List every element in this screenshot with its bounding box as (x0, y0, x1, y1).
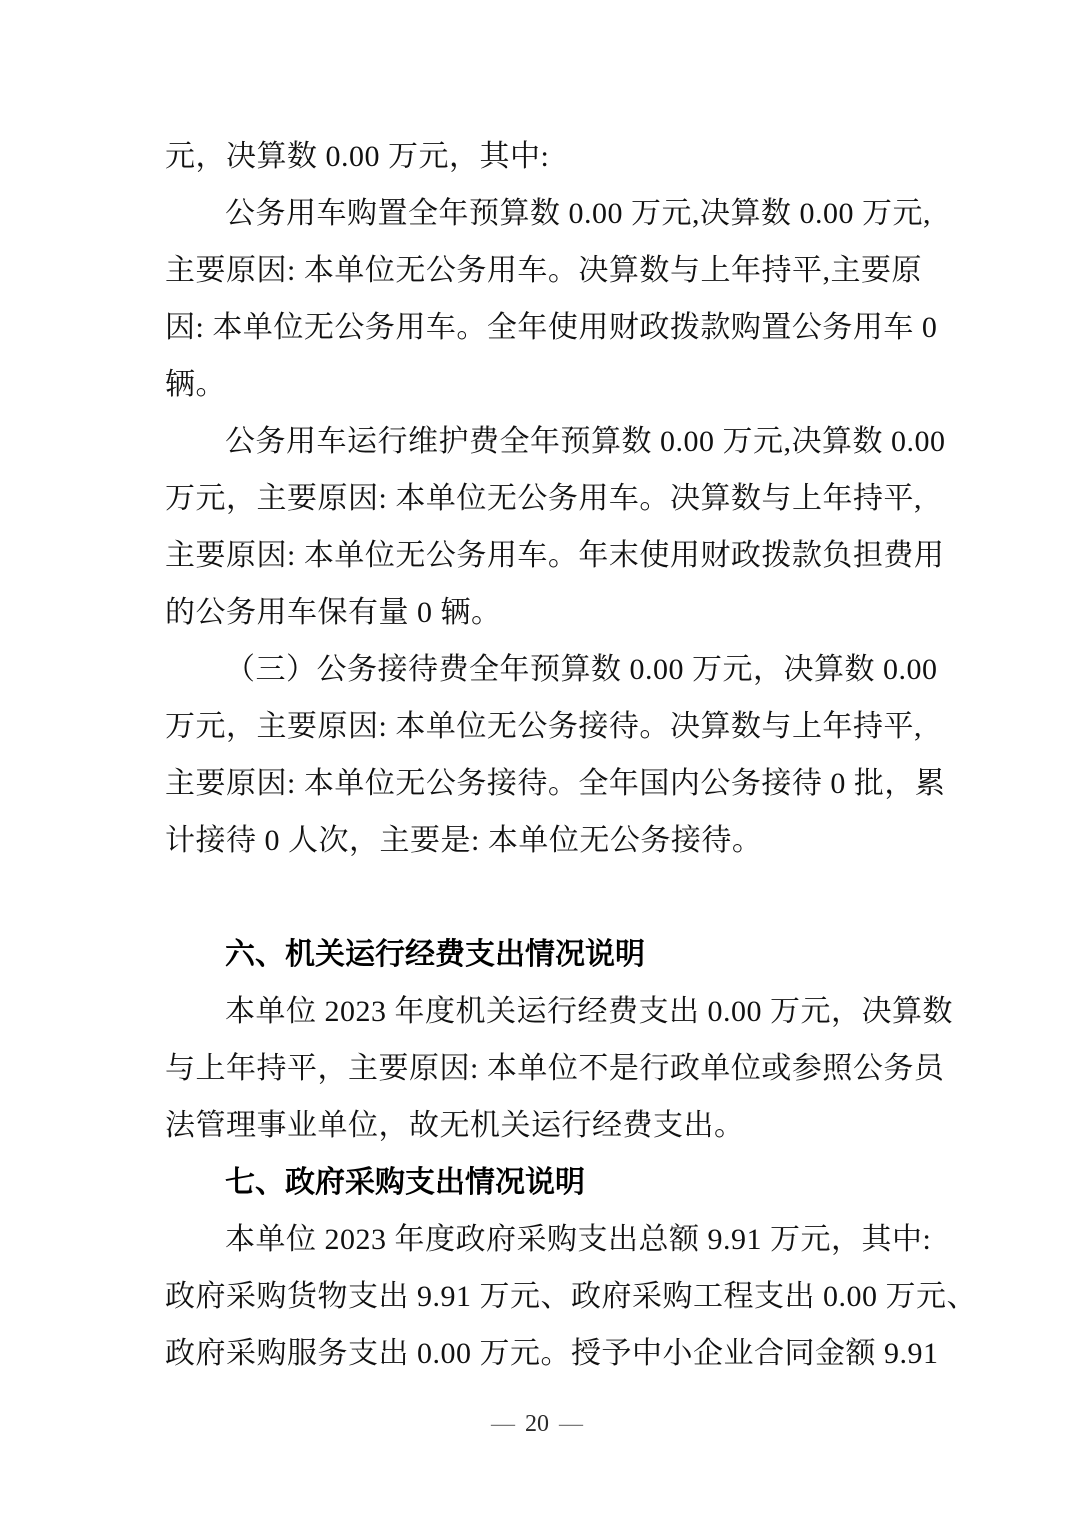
section-heading-6: 六、机关运行经费支出情况说明 (225, 938, 645, 971)
text-line: 与上年持平，主要原因: 本单位不是行政单位或参照公务员 (165, 1052, 945, 1085)
text-line: （三）公务接待费全年预算数 0.00 万元，决算数 0.00 (225, 653, 938, 686)
text-line: 元，决算数 0.00 万元，其中: (165, 140, 550, 173)
text-line: 政府采购货物支出 9.91 万元、政府采购工程支出 0.00 万元、 (165, 1280, 977, 1313)
text-line: 万元，主要原因: 本单位无公务用车。决算数与上年持平, (165, 482, 922, 515)
text-line: 计接待 0 人次，主要是: 本单位无公务接待。 (165, 824, 763, 857)
text-line: 本单位 2023 年度政府采购支出总额 9.91 万元，其中: (225, 1223, 932, 1256)
text-line: 本单位 2023 年度机关运行经费支出 0.00 万元，决算数 (225, 995, 953, 1028)
text-line: 因: 本单位无公务用车。全年使用财政拨款购置公务用车 0 (165, 311, 938, 344)
footer-dash-left: — (491, 1411, 515, 1437)
text-line: 主要原因: 本单位无公务用车。决算数与上年持平,主要原 (165, 254, 922, 287)
text-line: 万元，主要原因: 本单位无公务接待。决算数与上年持平, (165, 710, 922, 743)
text-line: 的公务用车保有量 0 辆。 (165, 596, 502, 629)
text-line: 政府采购服务支出 0.00 万元。授予中小企业合同金额 9.91 (165, 1337, 939, 1370)
text-line: 主要原因: 本单位无公务接待。全年国内公务接待 0 批，累 (165, 767, 946, 800)
section-heading-7: 七、政府采购支出情况说明 (225, 1166, 585, 1199)
page-number: 20 (525, 1411, 549, 1437)
page-footer (0, 1404, 1074, 1444)
text-line: 主要原因: 本单位无公务用车。年末使用财政拨款负担费用 (165, 539, 945, 572)
text-line: 公务用车购置全年预算数 0.00 万元,决算数 0.00 万元, (225, 197, 931, 230)
text-line: 公务用车运行维护费全年预算数 0.00 万元,决算数 0.00 (225, 425, 946, 458)
document-body (165, 128, 977, 1382)
text-line: 辆。 (165, 368, 226, 401)
text-line: 法管理事业单位，故无机关运行经费支出。 (165, 1109, 745, 1142)
footer-dash-right: — (559, 1411, 583, 1437)
